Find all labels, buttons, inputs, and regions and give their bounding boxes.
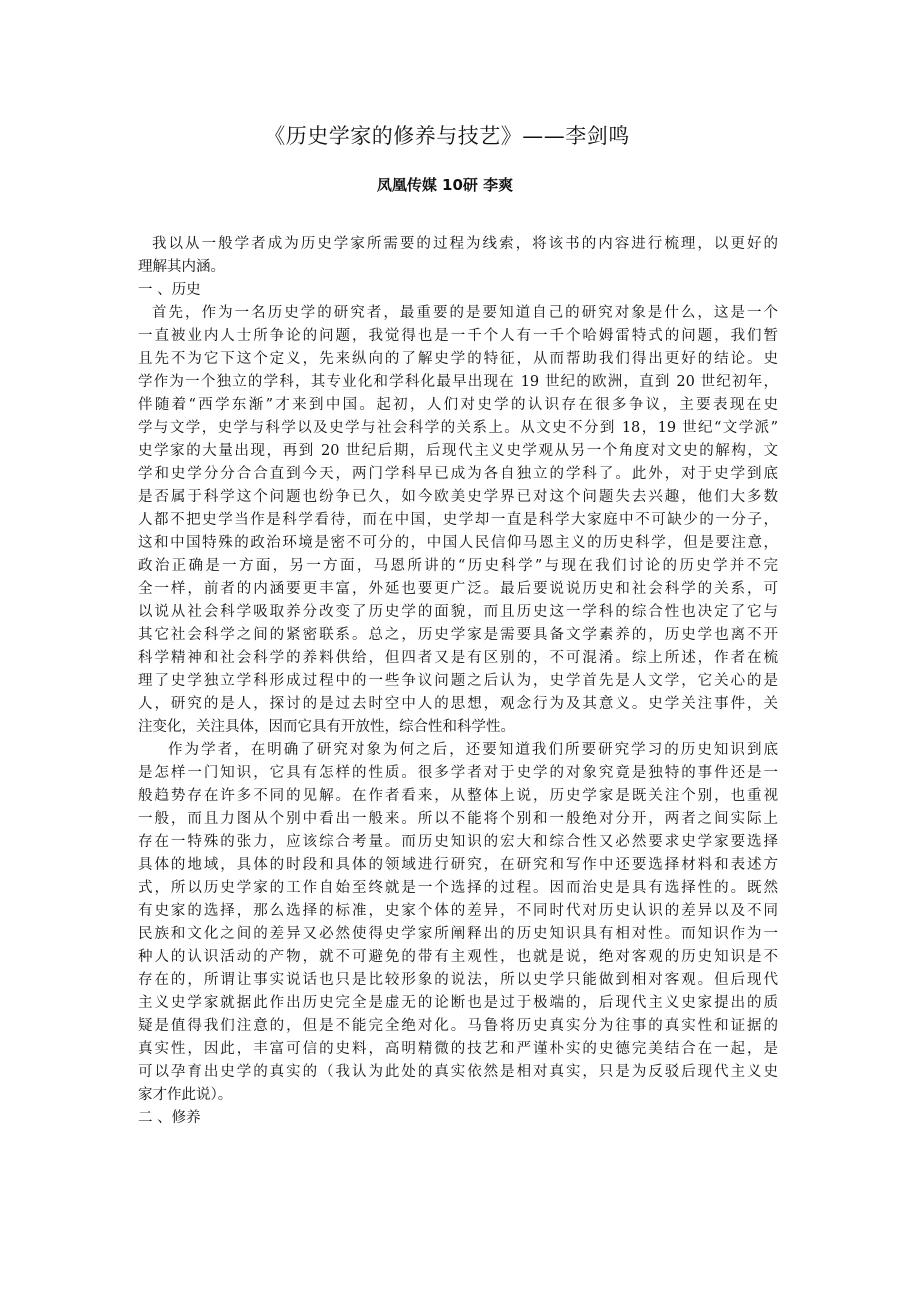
text-line: 一直被业内人士所争论的问题，我觉得也是一千个人有一千个哈姆雷特式的问题，我们暂 <box>138 328 778 344</box>
text-line: 是怎样一门知识，它具有怎样的性质。很多学者对于史学的对象究竟是独特的事件还是一 <box>138 765 778 781</box>
paragraph-knowledge <box>138 739 778 1107</box>
text-line: 民族和文化之间的差异又必然使得史学家所阐释出的历史知识具有相对性。而知识作为一 <box>138 926 778 942</box>
text-line: 学作为一个独立的学科，其专业化和学科化最早出现在 19 世纪的欧洲，直到 20 世纪初年， <box>138 374 778 390</box>
text-line: 般趋势存在许多不同的见解。在作者看来，从整体上说，历史学家是既关注个别，也重视 <box>138 788 778 804</box>
section-heading-history: 一 、历史 <box>138 282 201 298</box>
text-line: 理了史学独立学科形成过程中的一些争议问题之后认为，史学首先是人文学，它关心的是 <box>138 673 778 689</box>
text-line: 真实性，因此，丰富可信的史料，高明精微的技艺和严谨朴实的史德完美结合在一起，是 <box>138 1041 778 1057</box>
text-line: 人都不把史学当作是科学看待，而在中国，史学却一直是科学大家庭中不可缺少的一分子， <box>138 512 778 528</box>
text-line: 我以从一般学者成为历史学家所需要的过程为线索，将该书的内容进行梳理，以更好的 <box>152 236 778 252</box>
text-line: 可以孕育出史学的真实的（我认为此处的真实依然是相对真实，只是为反驳后现代主义史 <box>138 1064 778 1080</box>
text-line: 存在的，所谓让事实说话也只是比较形象的说法，所以史学只能做到相对客观。但后现代 <box>138 972 778 988</box>
text-line: 政治正确是一方面，另一方面，马恩所讲的“历史科学”与现在我们讨论的历史学并不完 <box>138 558 778 574</box>
text-line: 主义史学家就据此作出历史完全是虚无的论断也是过于极端的，后现代主义史家提出的质 <box>138 995 778 1011</box>
text-line: 这和中国特殊的政治环境是密不可分的，中国人民信仰马恩主义的历史科学，但是要注意， <box>138 535 778 551</box>
text-line: 首先，作为一名历史学的研究者，最重要的是要知道自己的研究对象是什么，这是一个 <box>152 305 778 321</box>
text-line: 注变化，关注具体，因而它具有开放性，综合性和科学性。 <box>138 719 515 735</box>
document-title: 《历史学家的修养与技艺》——李剑鸣 <box>264 124 630 148</box>
text-line: 存在一特殊的张力，应该综合考量。而历史知识的宏大和综合性又必然要求史学家要选择 <box>138 834 778 850</box>
text-line: 学与文学，史学与科学以及史学与社会科学的关系上。从文史不分到 18，19 世纪“文学派” <box>138 420 778 436</box>
text-line: 疑是值得我们注意的，但是不能完全绝对化。马鲁将历史真实分为往事的真实性和证据的 <box>138 1018 778 1034</box>
text-line: 理解其内涵。 <box>138 259 225 275</box>
section-heading-cultivation: 二 、修养 <box>138 1110 201 1126</box>
text-line: 学和史学分分合合直到今天，两门学科早已成为各自独立的学科了。此外，对于史学到底 <box>138 466 778 482</box>
text-line: 人，研究的是人，探讨的是过去时空中人的思想，观念行为及其意义。史学关注事件，关 <box>138 696 778 712</box>
paragraph-history <box>138 302 778 739</box>
text-line: 种人的认识活动的产物，就不可避免的带有主观性，也就是说，绝对客观的历史知识是不 <box>138 949 778 965</box>
document-body <box>138 233 778 1130</box>
text-line: 是否属于科学这个问题也纷争已久，如今欧美史学界已对这个问题失去兴趣，他们大多数 <box>138 489 778 505</box>
text-line: 有史家的选择，那么选择的标准，史家个体的差异，不同时代对历史认识的差异以及不同 <box>138 903 778 919</box>
text-line: 伴随着“西学东渐”才来到中国。起初，人们对史学的认识存在很多争议，主要表现在史 <box>138 397 778 413</box>
text-line: 以说从社会科学吸取养分改变了历史学的面貌，而且历史这一学科的综合性也决定了它与 <box>138 604 778 620</box>
text-line: 家才作此说）。 <box>138 1087 233 1103</box>
text-line: 其它社会科学之间的紧密联系。总之，历史学家是需要具备文学素养的，历史学也离不开 <box>138 627 778 643</box>
document-subtitle: 凤凰传媒 10研 李爽 <box>376 176 514 194</box>
intro-paragraph <box>138 233 778 279</box>
text-line: 具体的地域，具体的时段和具体的领域进行研究，在研究和写作中还要选择材料和表述方 <box>138 857 778 873</box>
text-line: 且先不为它下这个定义，先来纵向的了解史学的特征，从而帮助我们得出更好的结论。史 <box>138 351 778 367</box>
text-line: 科学精神和社会科学的养料供给，但四者又是有区别的，不可混淆。综上所述，作者在梳 <box>138 650 778 666</box>
text-line: 作为学者，在明确了研究对象为何之后，还要知道我们所要研究学习的历史知识到底 <box>168 742 778 758</box>
text-line: 史学家的大量出现，再到 20 世纪后期，后现代主义史学观从另一个角度对文史的解构，文 <box>138 443 778 459</box>
text-line: 全一样，前者的内涵要更丰富，外延也要更广泛。最后要说说历史和社会科学的关系，可 <box>138 581 778 597</box>
text-line: 一般，而且力图从个别中看出一般来。所以不能将个别和一般绝对分开，两者之间实际上 <box>138 811 778 827</box>
text-line: 式，所以历史学家的工作自始至终就是一个选择的过程。因而治史是具有选择性的。既然 <box>138 880 778 896</box>
